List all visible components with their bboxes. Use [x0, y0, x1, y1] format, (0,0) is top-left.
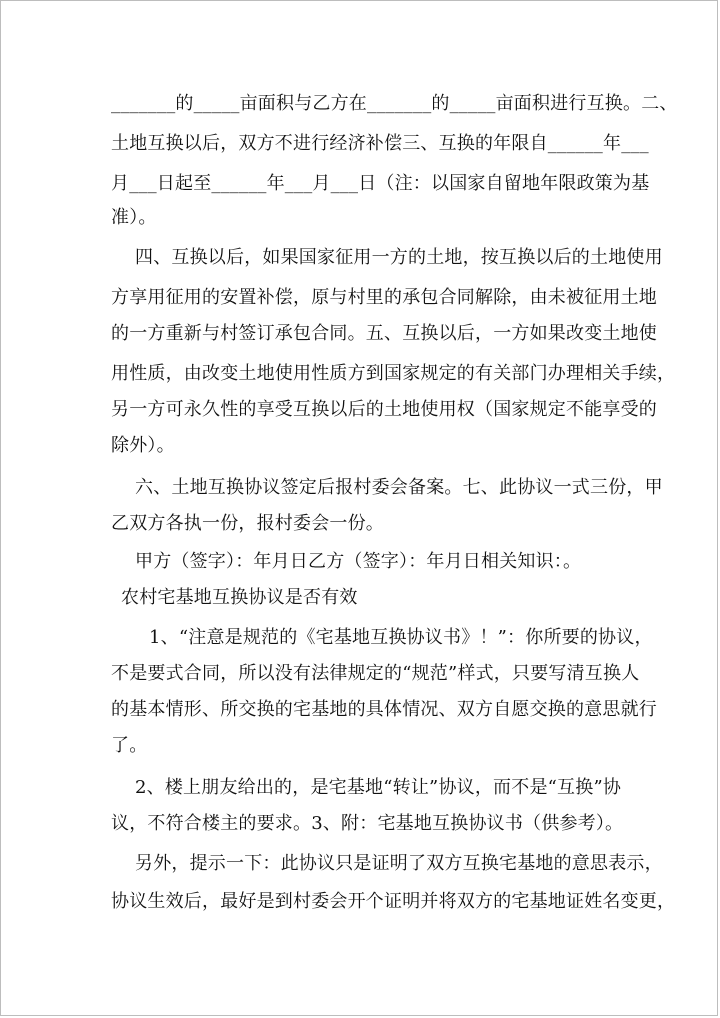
text-line: 乙双方各执一份，报村委会一份。	[111, 513, 384, 534]
text-line: 土地互换以后，双方不进行经济补偿三、互换的年限自______年___	[111, 133, 649, 154]
text-line: 的基本情形、所交换的宅基地的具体情况、双方自愿交换的意思就行	[111, 699, 657, 720]
text-line: 2、楼上朋友给出的，是宅基地“转让”协议，而不是“互换”协	[135, 777, 622, 798]
text-line: 的一方重新与村签订承包合同。五、互换以后，一方如果改变土地使	[111, 323, 657, 344]
section-heading: 农村宅基地互换协议是否有效	[121, 587, 358, 608]
text-line: 另外，提示一下：此协议只是证明了双方互换宅基地的意思表示，	[135, 853, 663, 874]
text-line: 了。	[111, 735, 148, 756]
text-line: 议，不符合楼主的要求。3、附：宅基地互换协议书（供参考）。	[111, 813, 624, 834]
text-line: _______的_____亩面积与乙方在_______的_____亩面积进行互换。二、	[111, 93, 678, 114]
text-line: 方享用征用的安置补偿，原与村里的承包合同解除，由未被征用土地	[111, 287, 657, 308]
text-line: 用性质，由改变土地使用性质方到国家规定的有关部门办理相关手续，	[111, 363, 676, 384]
text-line: 四、互换以后，如果国家征用一方的土地，按互换以后的土地使用	[135, 247, 663, 268]
text-line: 六、土地互换协议签定后报村委会备案。七、此协议一式三份，甲	[135, 477, 663, 498]
text-line: 除外）。	[111, 435, 175, 456]
text-line: 不是要式合同，所以没有法律规定的“规范”样式，只要写清互换人	[111, 663, 640, 684]
text-line: 协议生效后，最好是到村委会开个证明并将双方的宅基地证姓名变更，	[111, 891, 676, 912]
text-line: 甲方（签字）：年月日乙方（签字）：年月日相关知识：。	[135, 551, 582, 572]
text-line: 另一方可永久性的享受互换以后的土地使用权（国家规定不能享受的	[111, 399, 657, 420]
text-line: 准）。	[111, 207, 157, 228]
text-line: 1、“注意是规范的《宅基地互换协议书》！”：你所要的协议，	[149, 627, 653, 648]
text-line: 月___日起至______年___月___日（注：以国家自留地年限政策为基	[111, 173, 650, 194]
